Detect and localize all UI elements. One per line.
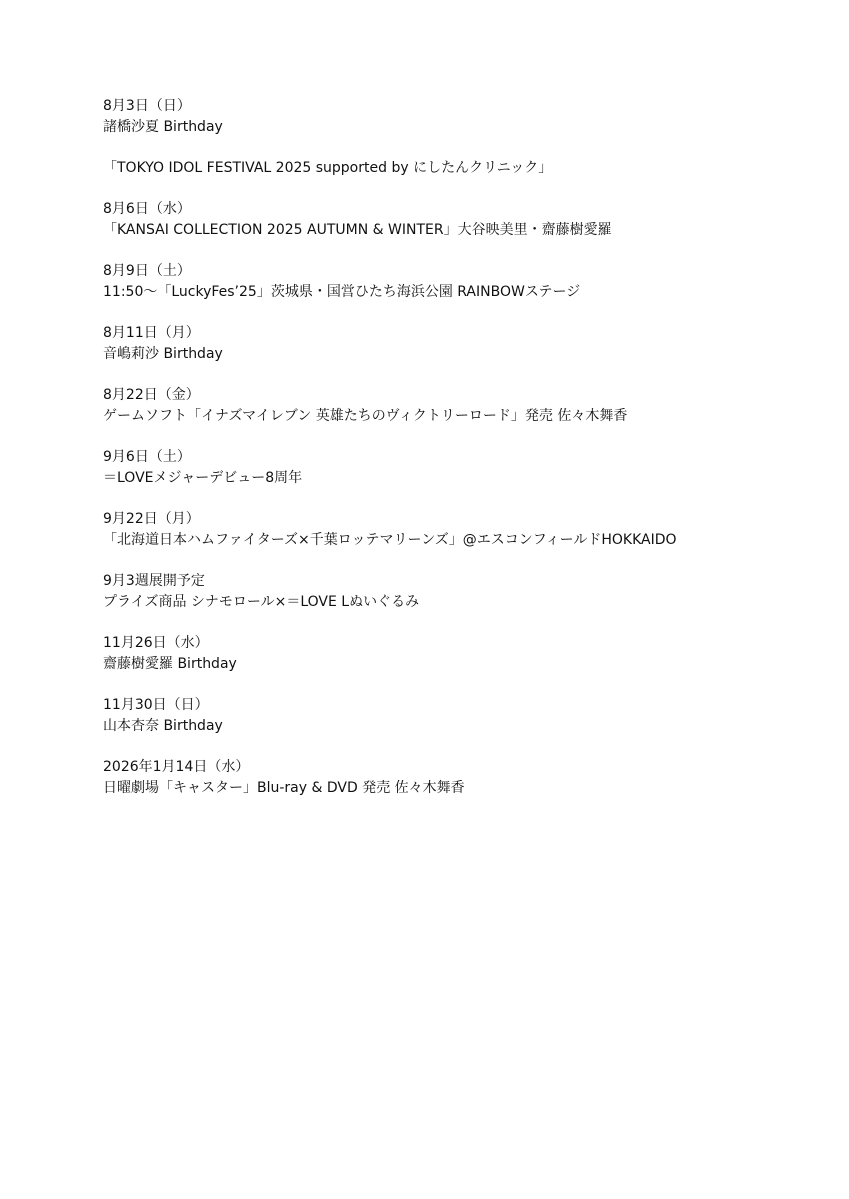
entry-date: 9月6日（土） — [103, 449, 191, 465]
schedule-entry — [103, 261, 823, 303]
entry-text: 山本杏奈 Birthday — [103, 718, 223, 734]
entry-date: 11月30日（日） — [103, 697, 209, 713]
entry-text: 「TOKYO IDOL FESTIVAL 2025 supported by にしたんクリニック」 — [103, 160, 553, 176]
entry-date: 8月11日（月） — [103, 325, 200, 341]
schedule-entry — [103, 158, 823, 179]
schedule-entry — [103, 633, 823, 675]
entry-text: ゲームソフト「イナズマイレブン 英雄たちのヴィクトリーロード」発売 佐々木舞香 — [103, 408, 628, 424]
schedule-entry — [103, 96, 823, 138]
entry-date: 11月26日（水） — [103, 635, 209, 651]
entry-date: 8月22日（金） — [103, 387, 200, 403]
entry-text: プライズ商品 シナモロール×＝LOVE Lぬいぐるみ — [103, 594, 420, 610]
entry-date: 8月9日（土） — [103, 263, 191, 279]
entry-text: 11:50〜「LuckyFes’25」茨城県・国営ひたち海浜公園 RAINBOWステージ — [103, 284, 581, 300]
schedule-document — [103, 96, 823, 819]
entry-text: 音嶋莉沙 Birthday — [103, 346, 223, 362]
schedule-entry — [103, 447, 823, 489]
schedule-entry — [103, 571, 823, 613]
schedule-entry — [103, 757, 823, 799]
entry-text: ＝LOVEメジャーデビュー8周年 — [103, 470, 303, 486]
entry-date: 8月3日（日） — [103, 98, 191, 114]
entry-date: 8月6日（水） — [103, 201, 191, 217]
entry-date: 9月22日（月） — [103, 511, 200, 527]
schedule-entry — [103, 695, 823, 737]
schedule-entry — [103, 323, 823, 365]
entry-date: 2026年1月14日（水） — [103, 759, 250, 775]
entry-text: 「北海道日本ハムファイターズ×千葉ロッテマリーンズ」@エスコンフィールドHOKKAIDO — [103, 532, 677, 548]
entry-text: 諸橋沙夏 Birthday — [103, 119, 223, 135]
schedule-entry — [103, 509, 823, 551]
schedule-entry — [103, 199, 823, 241]
entry-text: 日曜劇場「キャスター」Blu-ray & DVD 発売 佐々木舞香 — [103, 780, 465, 796]
entry-date: 9月3週展開予定 — [103, 573, 205, 589]
schedule-entry — [103, 385, 823, 427]
entry-text: 「KANSAI COLLECTION 2025 AUTUMN & WINTER」大谷映美里・齋藤樹愛羅 — [103, 222, 612, 238]
entry-text: 齋藤樹愛羅 Birthday — [103, 656, 237, 672]
